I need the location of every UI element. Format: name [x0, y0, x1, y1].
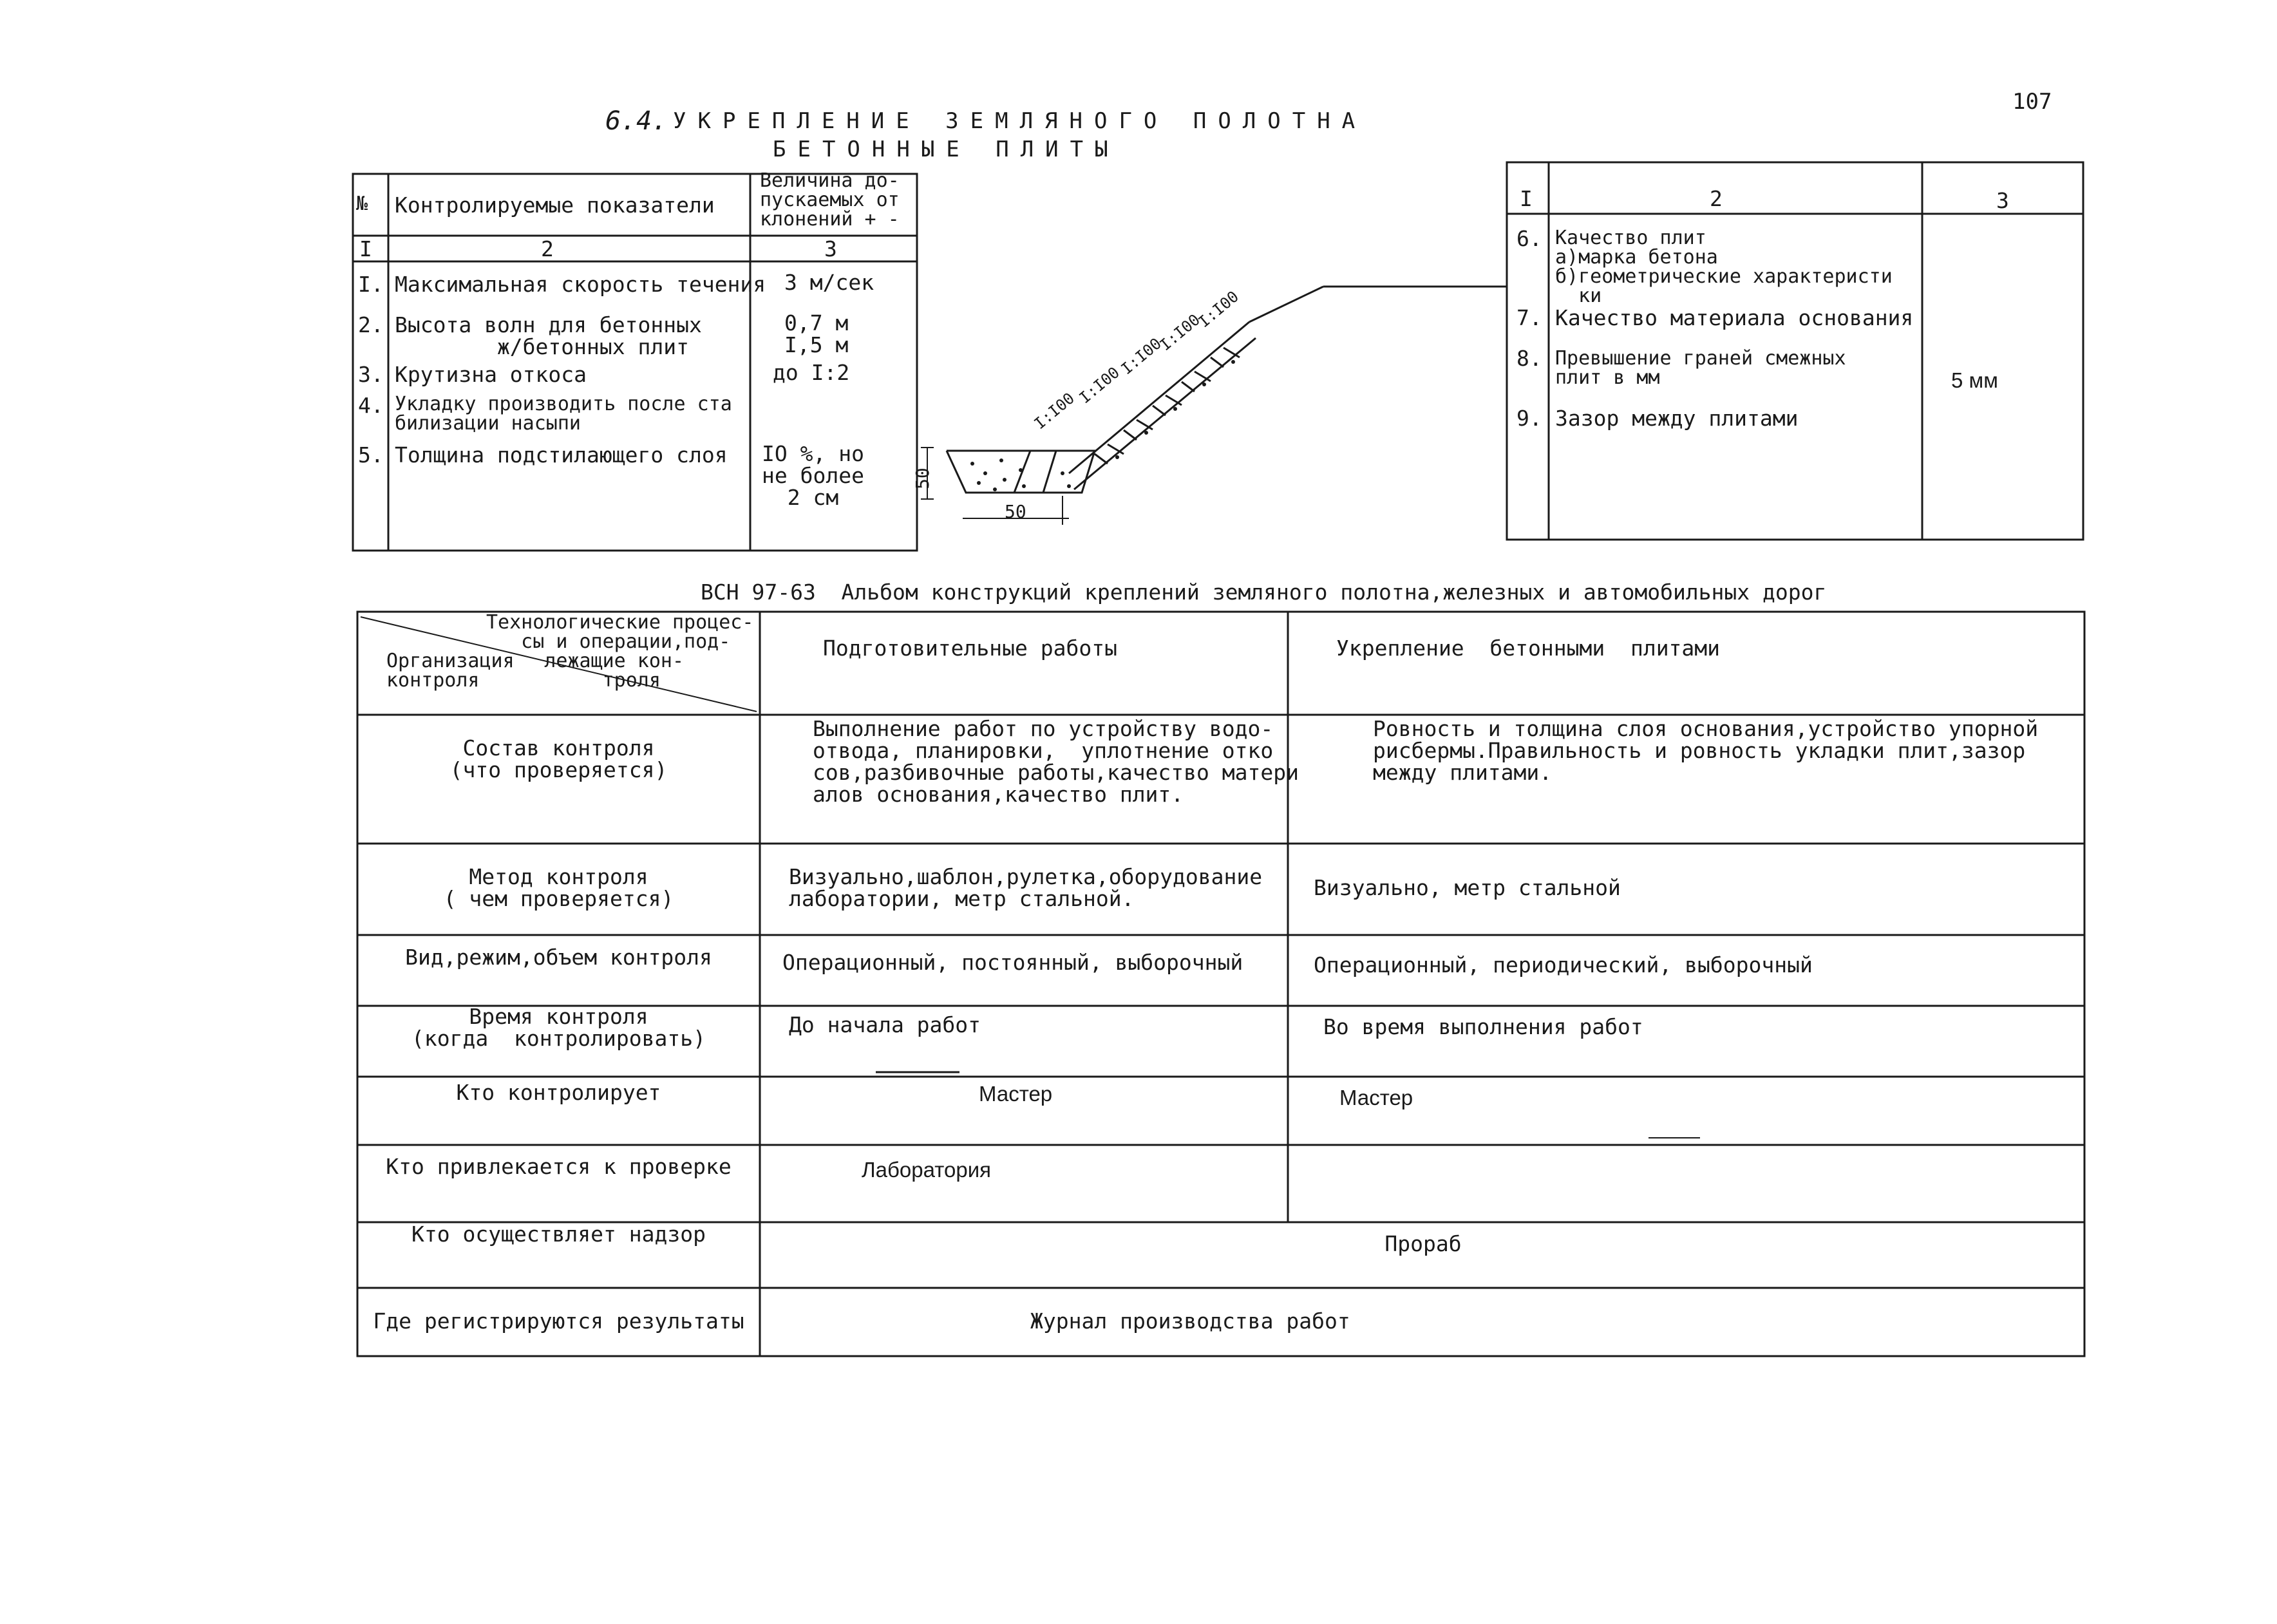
left-table-row-value: 3 м/сек	[784, 270, 874, 295]
left-table-colnum-3: 3	[824, 236, 837, 261]
right-table-row-text: Зазор между плитами	[1555, 406, 1799, 431]
row-cell-merged: Прораб	[1384, 1231, 1462, 1256]
dimension-height: 50	[912, 467, 933, 489]
corner-header-top: Технологические процес- сы и операции,под- лежащие кон- троля	[486, 611, 754, 692]
right-table-row-num: 9.	[1516, 406, 1542, 431]
section-title-line2: БЕТОННЫЕ ПЛИТЫ	[773, 137, 1120, 162]
row-label: Состав контроля (что проверяется)	[449, 735, 668, 782]
slope-label: I:I00	[1195, 287, 1242, 332]
row-cell-preparatory: Операционный, постоянный, выборочный	[782, 950, 1243, 975]
dimension-width: 50	[1005, 501, 1026, 522]
row-cell-concrete-plates: Во время выполнения работ	[1323, 1014, 1643, 1039]
corner-header-bottom: Организация контроля	[386, 650, 515, 692]
row-cell-concrete-plates: Визуально, метр стальной	[1314, 875, 1621, 900]
left-table-row-num: 2.	[358, 312, 384, 337]
right-table-row-num: 6.	[1516, 226, 1542, 251]
row-cell-preparatory: Мастер	[979, 1082, 1053, 1106]
row-cell-preparatory: Визуально,шаблон,рулетка,оборудование лаборатории, метр стальной.	[789, 864, 1263, 911]
right-table-row-text: Качество плит а)марка бетона б)геометрические характеристи ки	[1555, 227, 1893, 307]
left-table-colnum-1: I	[359, 236, 372, 261]
left-table-row-value: 0,7 м I,5 м	[784, 310, 849, 357]
left-table-row-indicator: Толщина подстилающего слоя	[395, 442, 728, 467]
left-table-row-indicator: Укладку производить после ста билизации насыпи	[395, 393, 732, 435]
left-table-row-indicator: Высота волн для бетонных ж/бетонных плит	[395, 312, 702, 359]
slope-label: I:I00	[1030, 389, 1078, 433]
left-table-row-num: 4.	[358, 393, 384, 418]
right-table-colnum-3: 3	[1996, 188, 2009, 213]
page-number: 107	[2012, 89, 2052, 115]
right-table-row-num: 8.	[1516, 346, 1542, 371]
row-label: Время контроля (когда контролировать)	[411, 1004, 706, 1051]
left-table-row-value: до I:2	[773, 360, 850, 385]
row-label: Где регистрируются результаты	[373, 1308, 744, 1334]
left-table-colnum-2: 2	[541, 236, 554, 261]
row-cell-concrete-plates: Операционный, периодический, выборочный	[1314, 952, 1813, 977]
left-table-row-value: IO %, но не более 2 см	[762, 441, 864, 510]
slope-label: I:I00	[1156, 310, 1204, 355]
right-table-colnum-2: 2	[1710, 186, 1723, 211]
right-table-row-text: Превышение граней смежных плит в мм	[1555, 347, 1846, 389]
row-label: Кто привлекается к проверке	[386, 1154, 732, 1179]
right-table-colnum-1: I	[1520, 186, 1533, 211]
slope-label: I:I00	[1117, 334, 1165, 379]
left-table-row-indicator: Крутизна откоса	[395, 362, 587, 387]
row-label: Метод контроля ( чем проверяется)	[443, 864, 674, 911]
right-table-row-num: 7.	[1516, 305, 1542, 330]
left-table-header-num: №	[356, 193, 368, 215]
left-table-row-indicator: Максимальная скорость течения	[395, 272, 766, 297]
right-table-value: 5 мм	[1951, 368, 1998, 392]
reference-line: ВСН 97-63 Альбом конструкций креплений земляного полотна,железных и автомобильных дорог	[701, 580, 1827, 605]
column-header-preparatory: Подготовительные работы	[823, 636, 1117, 661]
row-label: Кто осуществляет надзор	[411, 1222, 706, 1247]
column-header-concrete-plates: Укрепление бетонными плитами	[1336, 636, 1721, 661]
right-table-row-text: Качество материала основания	[1555, 305, 1914, 330]
row-cell-concrete-plates: Ровность и толщина слоя основания,устройство упорной рисбермы.Правильность и ровность укладки плит,зазор между плитами.	[1373, 716, 2039, 785]
row-cell-preparatory: Выполнение работ по устройству водо- отвода, планировки, уплотнение отко сов,разбивочные работы,качество матери алов основания,качество плит.	[813, 716, 1299, 807]
left-table-row-num: 5.	[358, 442, 384, 467]
row-label: Кто контролирует	[456, 1080, 661, 1105]
row-cell-preparatory: Лаборатория	[862, 1158, 991, 1182]
row-cell-concrete-plates: Мастер	[1339, 1086, 1413, 1109]
row-cell-merged: Журнал производства работ	[1030, 1308, 1350, 1334]
section-title-line1: УКРЕПЛЕНИЕ ЗЕМЛЯНОГО ПОЛОТНА	[673, 108, 1367, 134]
left-table-header-indicator: Контролируемые показатели	[395, 193, 715, 218]
row-label: Вид,режим,объем контроля	[405, 945, 712, 970]
slope-label: I:I00	[1075, 363, 1123, 408]
left-table-row-num: 3.	[358, 362, 384, 387]
left-table-row-num: I.	[358, 272, 384, 297]
section-number: 6.4.	[605, 106, 668, 136]
row-cell-preparatory: До начала работ	[789, 1012, 981, 1037]
left-table-header-tolerance: Величина до- пускаемых от клонений + -	[760, 169, 900, 231]
